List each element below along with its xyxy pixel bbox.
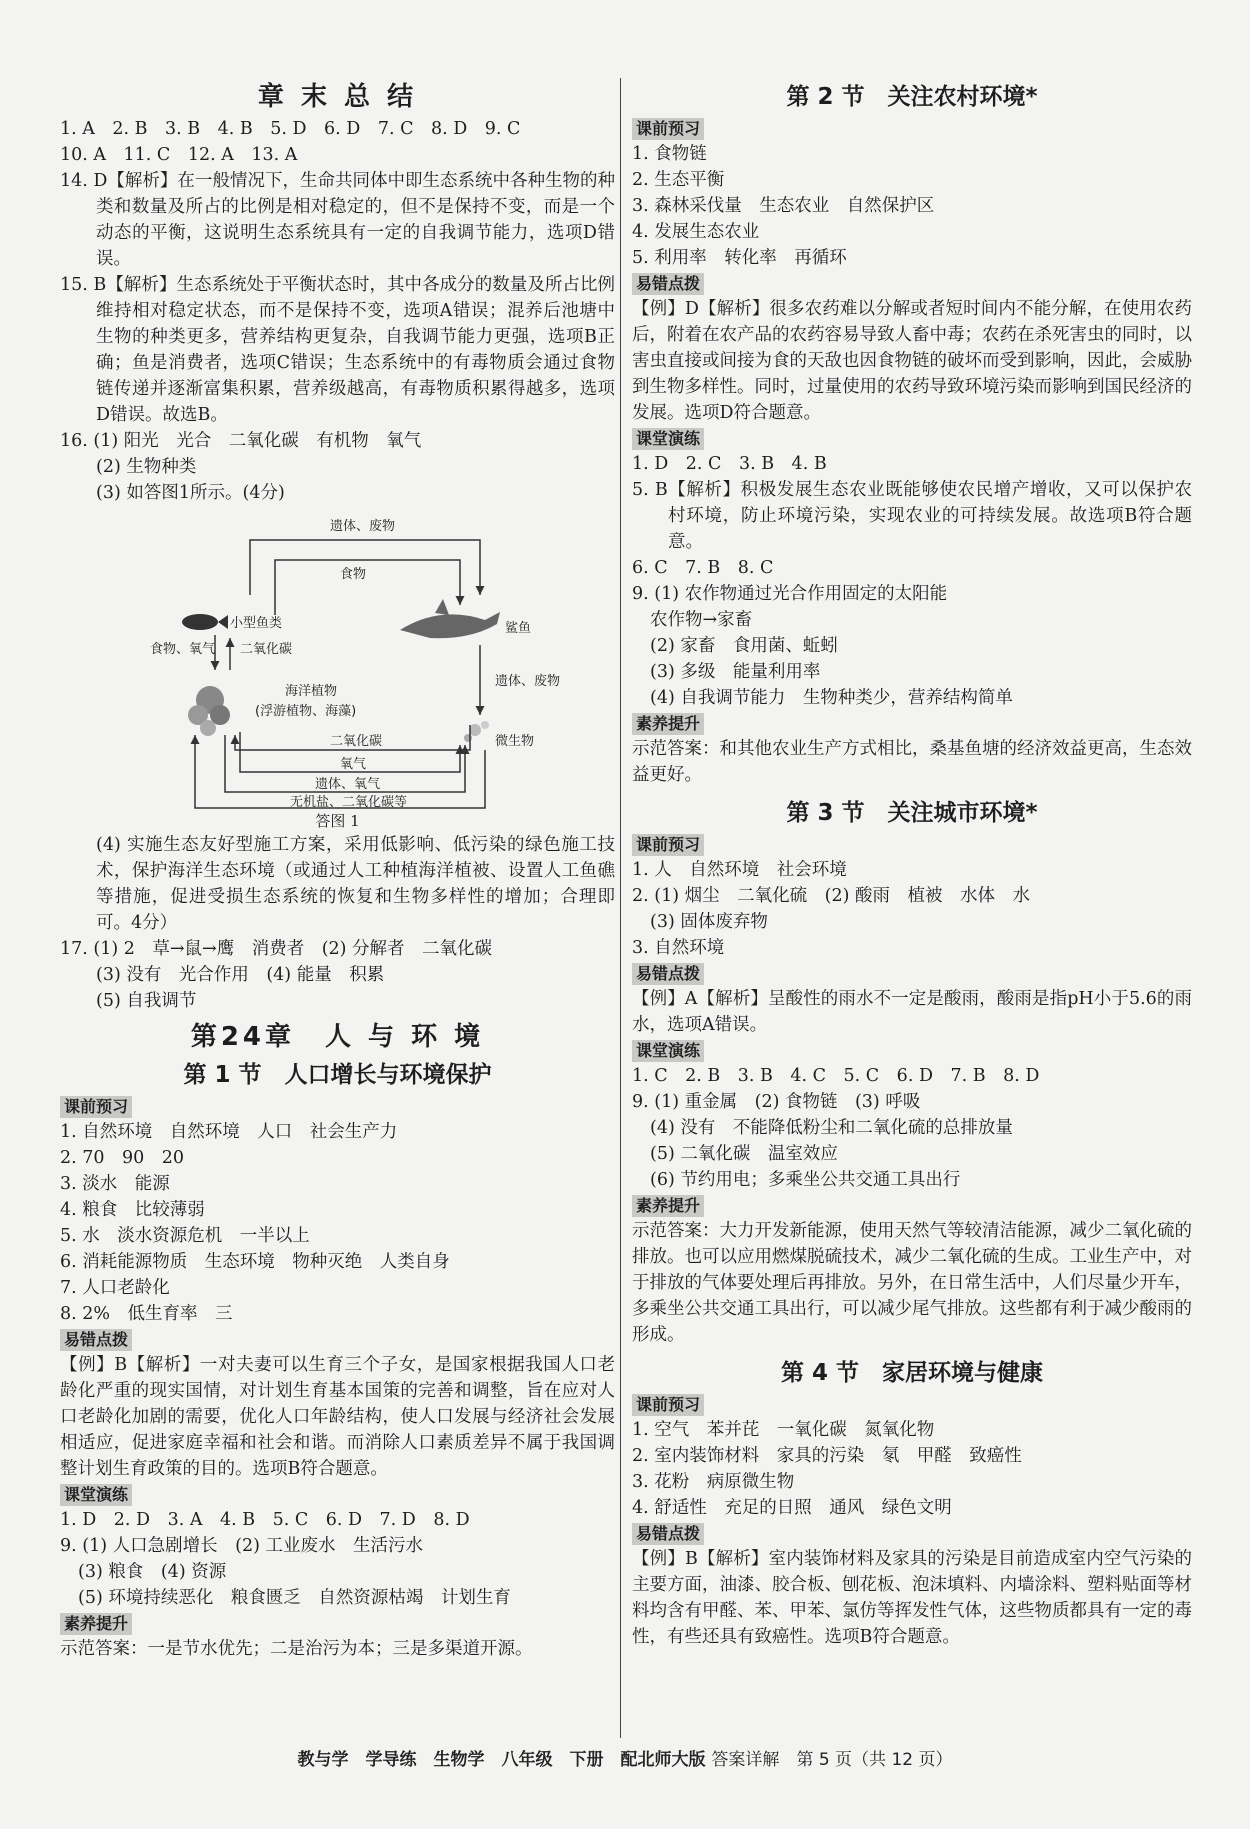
diagram-caption: 答图 1 [315, 812, 360, 830]
s4-tag-preview: 课前预习 [632, 1394, 704, 1416]
s3-literacy: 示范答案：大力开发新能源，使用天然气等较清洁能源，减少二氧化硫的排放。也可以应用燃煤脱硫技术，减少二氧化硫的生成。工业生产中，对于排放的气体要处理后再排放。另外，在日常生活中，人们尽量少开车，多乘坐公共交通工具出行，可以减少尾气排放。这些都有利于减少酸雨的形成。 [632, 1221, 1192, 1345]
s3-preview-2: 2. (1) 烟尘 二氧化硫 (2) 酸雨 植被 水体 水 [632, 886, 1030, 906]
s2-preview-1: 1. 食物链 [632, 144, 707, 164]
column-divider [620, 78, 621, 1738]
s1-literacy: 示范答案：一是节水优先；二是治污为本；三是多渠道开源。 [60, 1639, 533, 1659]
s2-tag-literacy: 素养提升 [632, 713, 704, 735]
s2-practice-1: 1. D 2. C 3. B 4. B [632, 454, 827, 474]
s4-tag-error: 易错点拨 [632, 1523, 704, 1545]
s1-practice-3: (3) 粮食 (4) 资源 [78, 1562, 227, 1582]
label-bottom: 无机盐、二氧化碳等 [290, 795, 408, 810]
q17-part5: (5) 自我调节 [96, 991, 197, 1011]
label-food: 食物 [340, 567, 367, 582]
tag-practice: 课堂演练 [60, 1484, 132, 1506]
label-small-fish: 小型鱼类 [230, 616, 283, 631]
section2-title: 第 2 节 关注农村环境* [786, 84, 1038, 110]
microbe-icon [464, 721, 489, 742]
s1-practice-1: 1. D 2. D 3. A 4. B 5. C 6. D 7. D 8. D [60, 1510, 470, 1530]
s4-error-explanation: 【例】B【解析】室内装饰材料及家具的污染是目前造成室内空气污染的主要方面，油漆、胶合板、刨花板、泡沫填料、内墙涂料、塑料贴面等材料均含有甲醛、苯、甲苯、氯仿等挥发性气体，这些物质都具有一定的毒性，有些还具有致癌性。选项B符合题意。 [632, 1549, 1192, 1647]
s1-preview-7: 7. 人口老龄化 [60, 1278, 170, 1298]
arrow-food [275, 560, 460, 615]
s3-practice-1: 1. C 2. B 3. B 4. C 5. C 6. D 7. B 8. D [632, 1066, 1040, 1086]
s2-tag-practice: 课堂演练 [632, 428, 704, 450]
section4-title: 第 4 节 家居环境与健康 [780, 1360, 1044, 1386]
s3-preview-3: (3) 固体废弃物 [650, 912, 768, 932]
s4-preview-4: 4. 舒适性 充足的日照 通风 绿色文明 [632, 1498, 952, 1518]
s2-practice-5: 5. B【解析】积极发展生态农业既能够使农民增产增收，又可以保护农村环境，防止环境污染，实现农业的可持续发展。故选项B符合题意。 [632, 480, 1192, 552]
q17-part3: (3) 没有 光合作用 (4) 能量 积累 [96, 965, 385, 985]
q15-explanation: 15. B【解析】生态系统处于平衡状态时，其中各成分的数量及所占比例维持相对稳定状态，而不是保持不变，选项A错误；混养后池塘中生物的种类更多，营养结构更复杂，自我调节能力更强，选项B正确；鱼是消费者，选项C错误；生态系统中的有毒物质会通过食物链传递并逐渐富集积累，营养级越高，有毒物质积累得越多，选项D错误。故选B。 [60, 275, 615, 425]
s3-tag-literacy: 素养提升 [632, 1195, 704, 1217]
label-plants-sub: (浮游植物、海藻) [255, 704, 357, 719]
s3-error-explanation: 【例】A【解析】呈酸性的雨水不一定是酸雨，酸雨是指pH小于5.6的雨水，选项A错误。 [632, 989, 1192, 1035]
s3-practice-4: (5) 二氧化碳 温室效应 [650, 1144, 838, 1164]
s1-preview-2: 2. 70 90 20 [60, 1148, 185, 1168]
s2-practice-9b: 农作物→家畜 [650, 610, 753, 630]
label-remains-oxygen: 遗体、氧气 [315, 777, 381, 792]
s3-practice-3: (4) 没有 不能降低粉尘和二氧化硫的总排放量 [650, 1118, 1013, 1138]
s2-practice-6: 6. C 7. B 8. C [632, 558, 774, 578]
s4-preview-2: 2. 室内装饰材料 家具的污染 氡 甲醛 致癌性 [632, 1446, 1022, 1466]
s4-preview-3: 3. 花粉 病原微生物 [632, 1472, 795, 1492]
tag-preview: 课前预习 [60, 1096, 132, 1118]
s2-preview-2: 2. 生态平衡 [632, 170, 725, 190]
s3-preview-4: 3. 自然环境 [632, 938, 725, 958]
label-co2-a: 二氧化碳 [240, 642, 293, 657]
s2-tag-error: 易错点拨 [632, 273, 704, 295]
marine-plant-icon [188, 686, 230, 736]
s1-preview-4: 4. 粮食 比较薄弱 [60, 1200, 205, 1220]
label-co2-b: 二氧化碳 [330, 734, 383, 749]
label-food-oxygen: 食物、氧气 [150, 642, 216, 657]
footer-page-number: 答案详解 第 5 页（共 12 页） [711, 1750, 953, 1770]
label-oxygen: 氧气 [340, 757, 367, 772]
s1-preview-5: 5. 水 淡水资源危机 一半以上 [60, 1226, 310, 1246]
s1-preview-8: 8. 2% 低生育率 三 [60, 1304, 233, 1324]
s2-preview-5: 5. 利用率 转化率 再循环 [632, 248, 847, 268]
label-plants: 海洋植物 [285, 684, 338, 699]
label-top-remains: 遗体、废物 [330, 519, 396, 534]
diagram-svg [100, 510, 580, 810]
s2-practice-9c: (2) 家畜 食用菌、蚯蚓 [650, 636, 838, 656]
chapter-summary-title: 章 末 总 结 [257, 82, 418, 112]
label-microbes: 微生物 [495, 734, 535, 749]
s2-preview-3: 3. 森林采伐量 生态农业 自然保护区 [632, 196, 935, 216]
left-column [60, 78, 615, 1662]
q17-part1: 17. (1) 2 草→鼠→鹰 消费者 (2) 分解者 二氧化碳 [60, 939, 493, 959]
s4-preview-1: 1. 空气 苯并芘 一氧化碳 氮氧化物 [632, 1420, 935, 1440]
section1-title: 第 1 节 人口增长与环境保护 [183, 1062, 492, 1088]
s3-tag-error: 易错点拨 [632, 963, 704, 985]
s2-error-explanation: 【例】D【解析】很多农药难以分解或者短时间内不能分解，在使用农药后，附着在农产品的农药容易导致人畜中毒；农药在杀死害虫的同时，以害虫直接或间接为食的天敌也因食物链的破坏而受到影响，因此，会威胁到生物多样性。同时，过量使用的农药导致环境污染而影响到国民经济的发展。选项D符合题意。 [632, 299, 1192, 423]
s3-tag-practice: 课堂演练 [632, 1040, 704, 1062]
s2-practice-9e: (4) 自我调节能力 生物种类少，营养结构简单 [650, 688, 1013, 708]
right-column [632, 78, 1192, 1650]
q16-part3: (3) 如答图1所示。(4分) [96, 483, 285, 503]
label-remains-waste: 遗体、废物 [495, 674, 561, 689]
chapter24-title: 第24章 人 与 环 境 [190, 1022, 485, 1052]
section3-title: 第 3 节 关注城市环境* [786, 800, 1038, 826]
footer-book-title: 教与学 学导练 生物学 八年级 下册 配北师大版 [297, 1750, 706, 1770]
q16-part4: (4) 实施生态友好型施工方案，采用低影响、低污染的绿色施工技术，保护海洋生态环境（或通过人工种植海洋植被、设置人工鱼礁等措施，促进受损生态系统的恢复和生物多样性的增加；合理即可。4分） [96, 835, 615, 933]
s2-practice-9d: (3) 多级 能量利用率 [650, 662, 821, 682]
s1-preview-1: 1. 自然环境 自然环境 人口 社会生产力 [60, 1122, 398, 1142]
s1-preview-6: 6. 消耗能源物质 生态环境 物种灭绝 人类自身 [60, 1252, 450, 1272]
shark-icon [400, 599, 500, 638]
s3-tag-preview: 课前预习 [632, 834, 704, 856]
s2-literacy: 示范答案：和其他农业生产方式相比，桑基鱼塘的经济效益更高，生态效益更好。 [632, 739, 1192, 785]
s3-practice-5: (6) 节约用电；多乘坐公共交通工具出行 [650, 1170, 961, 1190]
page-footer [0, 1745, 1250, 1770]
s1-error-explanation: 【例】B【解析】一对夫妻可以生育三个子女，是国家根据我国人口老龄化严重的现实国情，对计划生育基本国策的完善和调整，旨在应对人口老龄化加剧的需要，优化人口年龄结构，使人口发展与经济社会发展相适应，促进家庭幸福和社会和谐。而消除人口素质差异不属于我国调整计划生育政策的目的。选项B符合题意。 [60, 1355, 615, 1479]
s1-practice-4: (5) 环境持续恶化 粮食匮乏 自然资源枯竭 计划生育 [78, 1588, 511, 1608]
tag-literacy: 素养提升 [60, 1613, 132, 1635]
s2-preview-4: 4. 发展生态农业 [632, 222, 760, 242]
s1-preview-3: 3. 淡水 能源 [60, 1174, 170, 1194]
small-fish-icon [182, 614, 228, 630]
summary-answers-2: 10. A 11. C 12. A 13. A [60, 145, 298, 165]
tag-error: 易错点拨 [60, 1329, 132, 1351]
ecosystem-diagram [100, 510, 580, 810]
s2-tag-preview: 课前预习 [632, 118, 704, 140]
s3-practice-2: 9. (1) 重金属 (2) 食物链 (3) 呼吸 [632, 1092, 921, 1112]
s3-preview-1: 1. 人 自然环境 社会环境 [632, 860, 847, 880]
q14-explanation: 14. D【解析】在一般情况下，生命共同体中即生态系统中各种生物的种类和数量及所占的比例是相对稳定的，但不是保持不变，而是一个动态的平衡，这说明生态系统具有一定的自我调节能力，选项D错误。 [60, 171, 615, 269]
label-shark: 鲨鱼 [505, 621, 532, 636]
q16-part1: 16. (1) 阳光 光合 二氧化碳 有机物 氧气 [60, 431, 422, 451]
s2-practice-9a: 9. (1) 农作物通过光合作用固定的太阳能 [632, 584, 948, 604]
s1-practice-2: 9. (1) 人口急剧增长 (2) 工业废水 生活污水 [60, 1536, 423, 1556]
q16-part2: (2) 生物种类 [96, 457, 197, 477]
summary-answers-1: 1. A 2. B 3. B 4. B 5. D 6. D 7. C 8. D 9. C [60, 119, 521, 139]
